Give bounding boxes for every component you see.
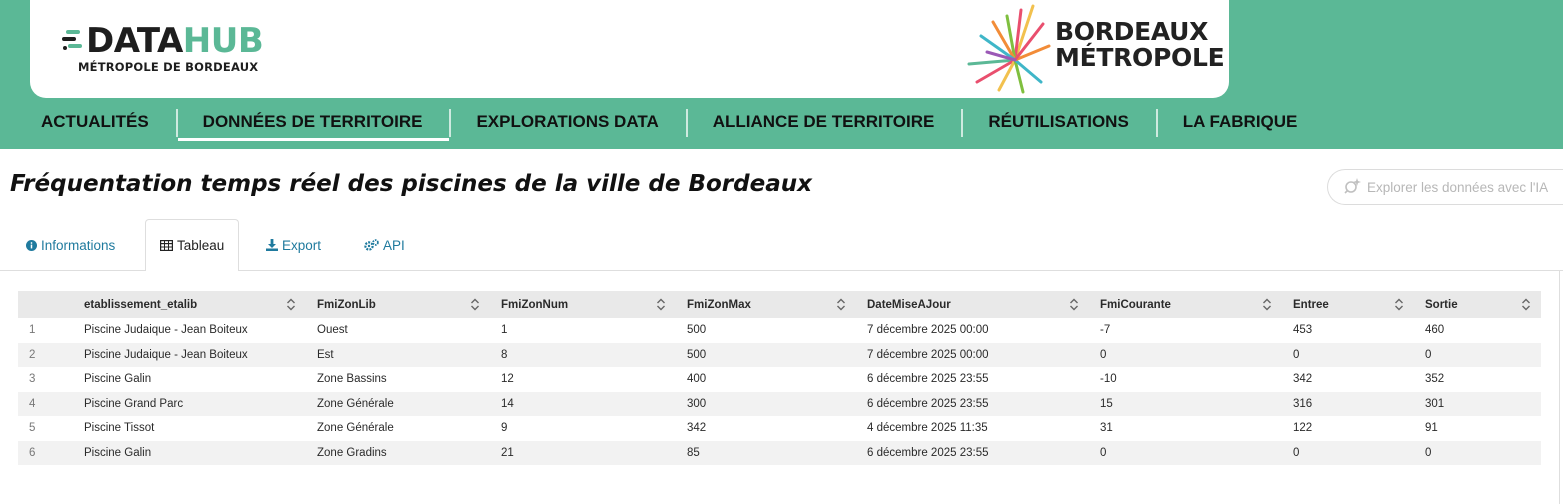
column-header-fmizonmax[interactable] bbox=[676, 291, 856, 318]
column-header-entree[interactable] bbox=[1282, 291, 1414, 318]
column-header-label: DateMiseAJour bbox=[867, 298, 951, 311]
table-cell: 7 décembre 2025 00:00 bbox=[867, 324, 989, 337]
table-cell: 14 bbox=[501, 397, 514, 410]
column-header-fmizonnum[interactable] bbox=[490, 291, 676, 318]
column-header-etablissement[interactable] bbox=[73, 291, 306, 318]
table-cell: 0 bbox=[1293, 446, 1300, 459]
column-header-label: Sortie bbox=[1425, 298, 1458, 311]
gears-icon bbox=[364, 239, 379, 251]
bordeaux-metropole-burst-icon bbox=[965, 2, 1053, 94]
table-cell: 9 bbox=[501, 422, 508, 435]
row-number: 5 bbox=[29, 422, 36, 435]
dataset-tabs bbox=[0, 219, 1563, 271]
table-cell: 1 bbox=[501, 324, 508, 337]
table-cell: Piscine Judaique - Jean Boiteux bbox=[84, 324, 248, 337]
row-index-header bbox=[18, 291, 73, 318]
column-header-label: FmiZonMax bbox=[687, 298, 751, 311]
table-cell: -10 bbox=[1100, 373, 1117, 386]
tab-tableau-label: Tableau bbox=[177, 238, 225, 253]
table-row[interactable] bbox=[18, 367, 1541, 392]
table-icon bbox=[160, 240, 173, 251]
row-number: 3 bbox=[29, 373, 36, 386]
sort-icon[interactable] bbox=[286, 298, 296, 314]
column-header-label: etablissement_etalib bbox=[84, 298, 198, 311]
table-cell: 342 bbox=[1293, 373, 1313, 386]
table-cell: 4 décembre 2025 11:35 bbox=[867, 422, 988, 435]
table-cell: 12 bbox=[501, 373, 514, 386]
datahub-word-data: DATA bbox=[86, 21, 183, 61]
bordeaux-logo-line1: BORDEAUX bbox=[1055, 17, 1209, 46]
table-cell: 453 bbox=[1293, 324, 1313, 337]
column-header-label: Entree bbox=[1293, 298, 1329, 311]
main-nav bbox=[14, 107, 1324, 139]
table-cell: 91 bbox=[1425, 422, 1438, 435]
table-cell: 500 bbox=[687, 324, 707, 337]
table-cell: 0 bbox=[1100, 446, 1107, 459]
sort-icon[interactable] bbox=[1262, 298, 1272, 314]
table-row[interactable] bbox=[18, 343, 1541, 368]
table-cell: 6 décembre 2025 23:55 bbox=[867, 446, 989, 459]
tab-informations-label: Informations bbox=[41, 237, 116, 253]
explore-with-ai-label: Explorer les données avec l'IA bbox=[1367, 179, 1549, 195]
panel-border bbox=[1559, 270, 1560, 504]
table-header-row bbox=[18, 291, 1541, 318]
table-cell: 400 bbox=[687, 373, 707, 386]
nav-item-reutilisations[interactable]: RÉUTILISATIONS bbox=[961, 107, 1155, 139]
datahub-mark-icon bbox=[62, 22, 86, 56]
tab-api[interactable] bbox=[364, 219, 405, 271]
table-cell: Piscine Galin bbox=[84, 446, 152, 459]
tab-tableau[interactable] bbox=[145, 219, 239, 271]
table-cell: 0 bbox=[1425, 446, 1432, 459]
table-row[interactable] bbox=[18, 441, 1541, 466]
explore-with-ai-button[interactable] bbox=[1327, 169, 1563, 205]
table-cell: 31 bbox=[1100, 422, 1113, 435]
datahub-word-hub: HUB bbox=[182, 21, 264, 61]
table-cell: 300 bbox=[687, 397, 707, 410]
nav-item-alliance-de-territoire[interactable]: ALLIANCE DE TERRITOIRE bbox=[686, 107, 962, 139]
table-cell: 0 bbox=[1425, 348, 1432, 361]
column-header-fmicourante[interactable] bbox=[1089, 291, 1282, 318]
info-circle-icon bbox=[26, 240, 37, 251]
table-cell: Zone Générale bbox=[317, 422, 394, 435]
table-cell: Zone Générale bbox=[317, 397, 394, 410]
site-header bbox=[0, 0, 1563, 149]
column-header-label: FmiZonLib bbox=[317, 298, 376, 311]
column-header-label: FmiZonNum bbox=[501, 298, 569, 311]
column-header-label: FmiCourante bbox=[1100, 298, 1171, 311]
row-number: 6 bbox=[29, 446, 36, 459]
nav-item-explorations-data[interactable]: EXPLORATIONS DATA bbox=[449, 107, 685, 139]
table-cell: 301 bbox=[1425, 397, 1445, 410]
table-row[interactable] bbox=[18, 392, 1541, 417]
sort-icon[interactable] bbox=[836, 298, 846, 314]
row-number: 1 bbox=[29, 324, 36, 337]
datahub-logo[interactable] bbox=[62, 20, 264, 80]
bordeaux-metropole-logo[interactable] bbox=[1055, 19, 1224, 71]
table-row[interactable] bbox=[18, 416, 1541, 441]
column-header-sortie[interactable] bbox=[1414, 291, 1541, 318]
table-cell: 8 bbox=[501, 348, 508, 361]
nav-item-donnees-de-territoire[interactable]: DONNÉES DE TERRITOIRE bbox=[176, 107, 450, 139]
table-cell: Piscine Tissot bbox=[84, 422, 155, 435]
table-cell: 6 décembre 2025 23:55 bbox=[867, 373, 989, 386]
bordeaux-logo-line2: MÉTROPOLE bbox=[1055, 43, 1225, 72]
column-header-datemiseajour[interactable] bbox=[856, 291, 1089, 318]
tab-export[interactable] bbox=[266, 219, 321, 271]
table-cell: 122 bbox=[1293, 422, 1313, 435]
sort-icon[interactable] bbox=[470, 298, 480, 314]
table-row[interactable] bbox=[18, 318, 1541, 343]
datahub-wordmark bbox=[86, 20, 263, 62]
table-cell: 21 bbox=[501, 446, 514, 459]
table-cell: 352 bbox=[1425, 373, 1445, 386]
datahub-subtitle: MÉTROPOLE DE BORDEAUX bbox=[78, 60, 259, 74]
table-cell: 0 bbox=[1293, 348, 1300, 361]
table-cell: Zone Bassins bbox=[317, 373, 387, 386]
table-cell: Est bbox=[317, 348, 334, 361]
page-title: Fréquentation temps réel des piscines de la ville de Bordeaux bbox=[10, 171, 812, 197]
table-cell: Piscine Judaique - Jean Boiteux bbox=[84, 348, 248, 361]
sort-icon[interactable] bbox=[1394, 298, 1404, 314]
data-table bbox=[18, 291, 1541, 465]
table-cell: Piscine Galin bbox=[84, 373, 152, 386]
sort-icon[interactable] bbox=[656, 298, 666, 314]
table-cell: 15 bbox=[1100, 397, 1113, 410]
table-cell: Zone Gradins bbox=[317, 446, 387, 459]
nav-item-actualites[interactable]: ACTUALITÉS bbox=[41, 112, 149, 131]
sort-icon[interactable] bbox=[1069, 298, 1079, 314]
table-cell: 460 bbox=[1425, 324, 1445, 337]
sort-icon[interactable] bbox=[1521, 298, 1531, 314]
table-cell: Piscine Grand Parc bbox=[84, 397, 184, 410]
table-cell: 0 bbox=[1100, 348, 1107, 361]
table-cell: 342 bbox=[687, 422, 707, 435]
nav-item-la-fabrique[interactable]: LA FABRIQUE bbox=[1156, 107, 1325, 139]
column-header-fmizonlib[interactable] bbox=[306, 291, 490, 318]
table-cell: 7 décembre 2025 00:00 bbox=[867, 348, 989, 361]
row-number: 4 bbox=[29, 397, 36, 410]
tab-export-label: Export bbox=[282, 237, 322, 253]
table-cell: 500 bbox=[687, 348, 707, 361]
table-cell: -7 bbox=[1100, 324, 1111, 337]
sparkle-search-icon bbox=[1344, 177, 1364, 198]
table-cell: 85 bbox=[687, 446, 700, 459]
tab-api-label: API bbox=[383, 237, 405, 253]
table-cell: 316 bbox=[1293, 397, 1313, 410]
table-cell: 6 décembre 2025 23:55 bbox=[867, 397, 989, 410]
table-cell: Ouest bbox=[317, 324, 348, 337]
tab-informations[interactable] bbox=[26, 219, 115, 271]
row-number: 2 bbox=[29, 348, 36, 361]
download-icon bbox=[266, 239, 278, 251]
